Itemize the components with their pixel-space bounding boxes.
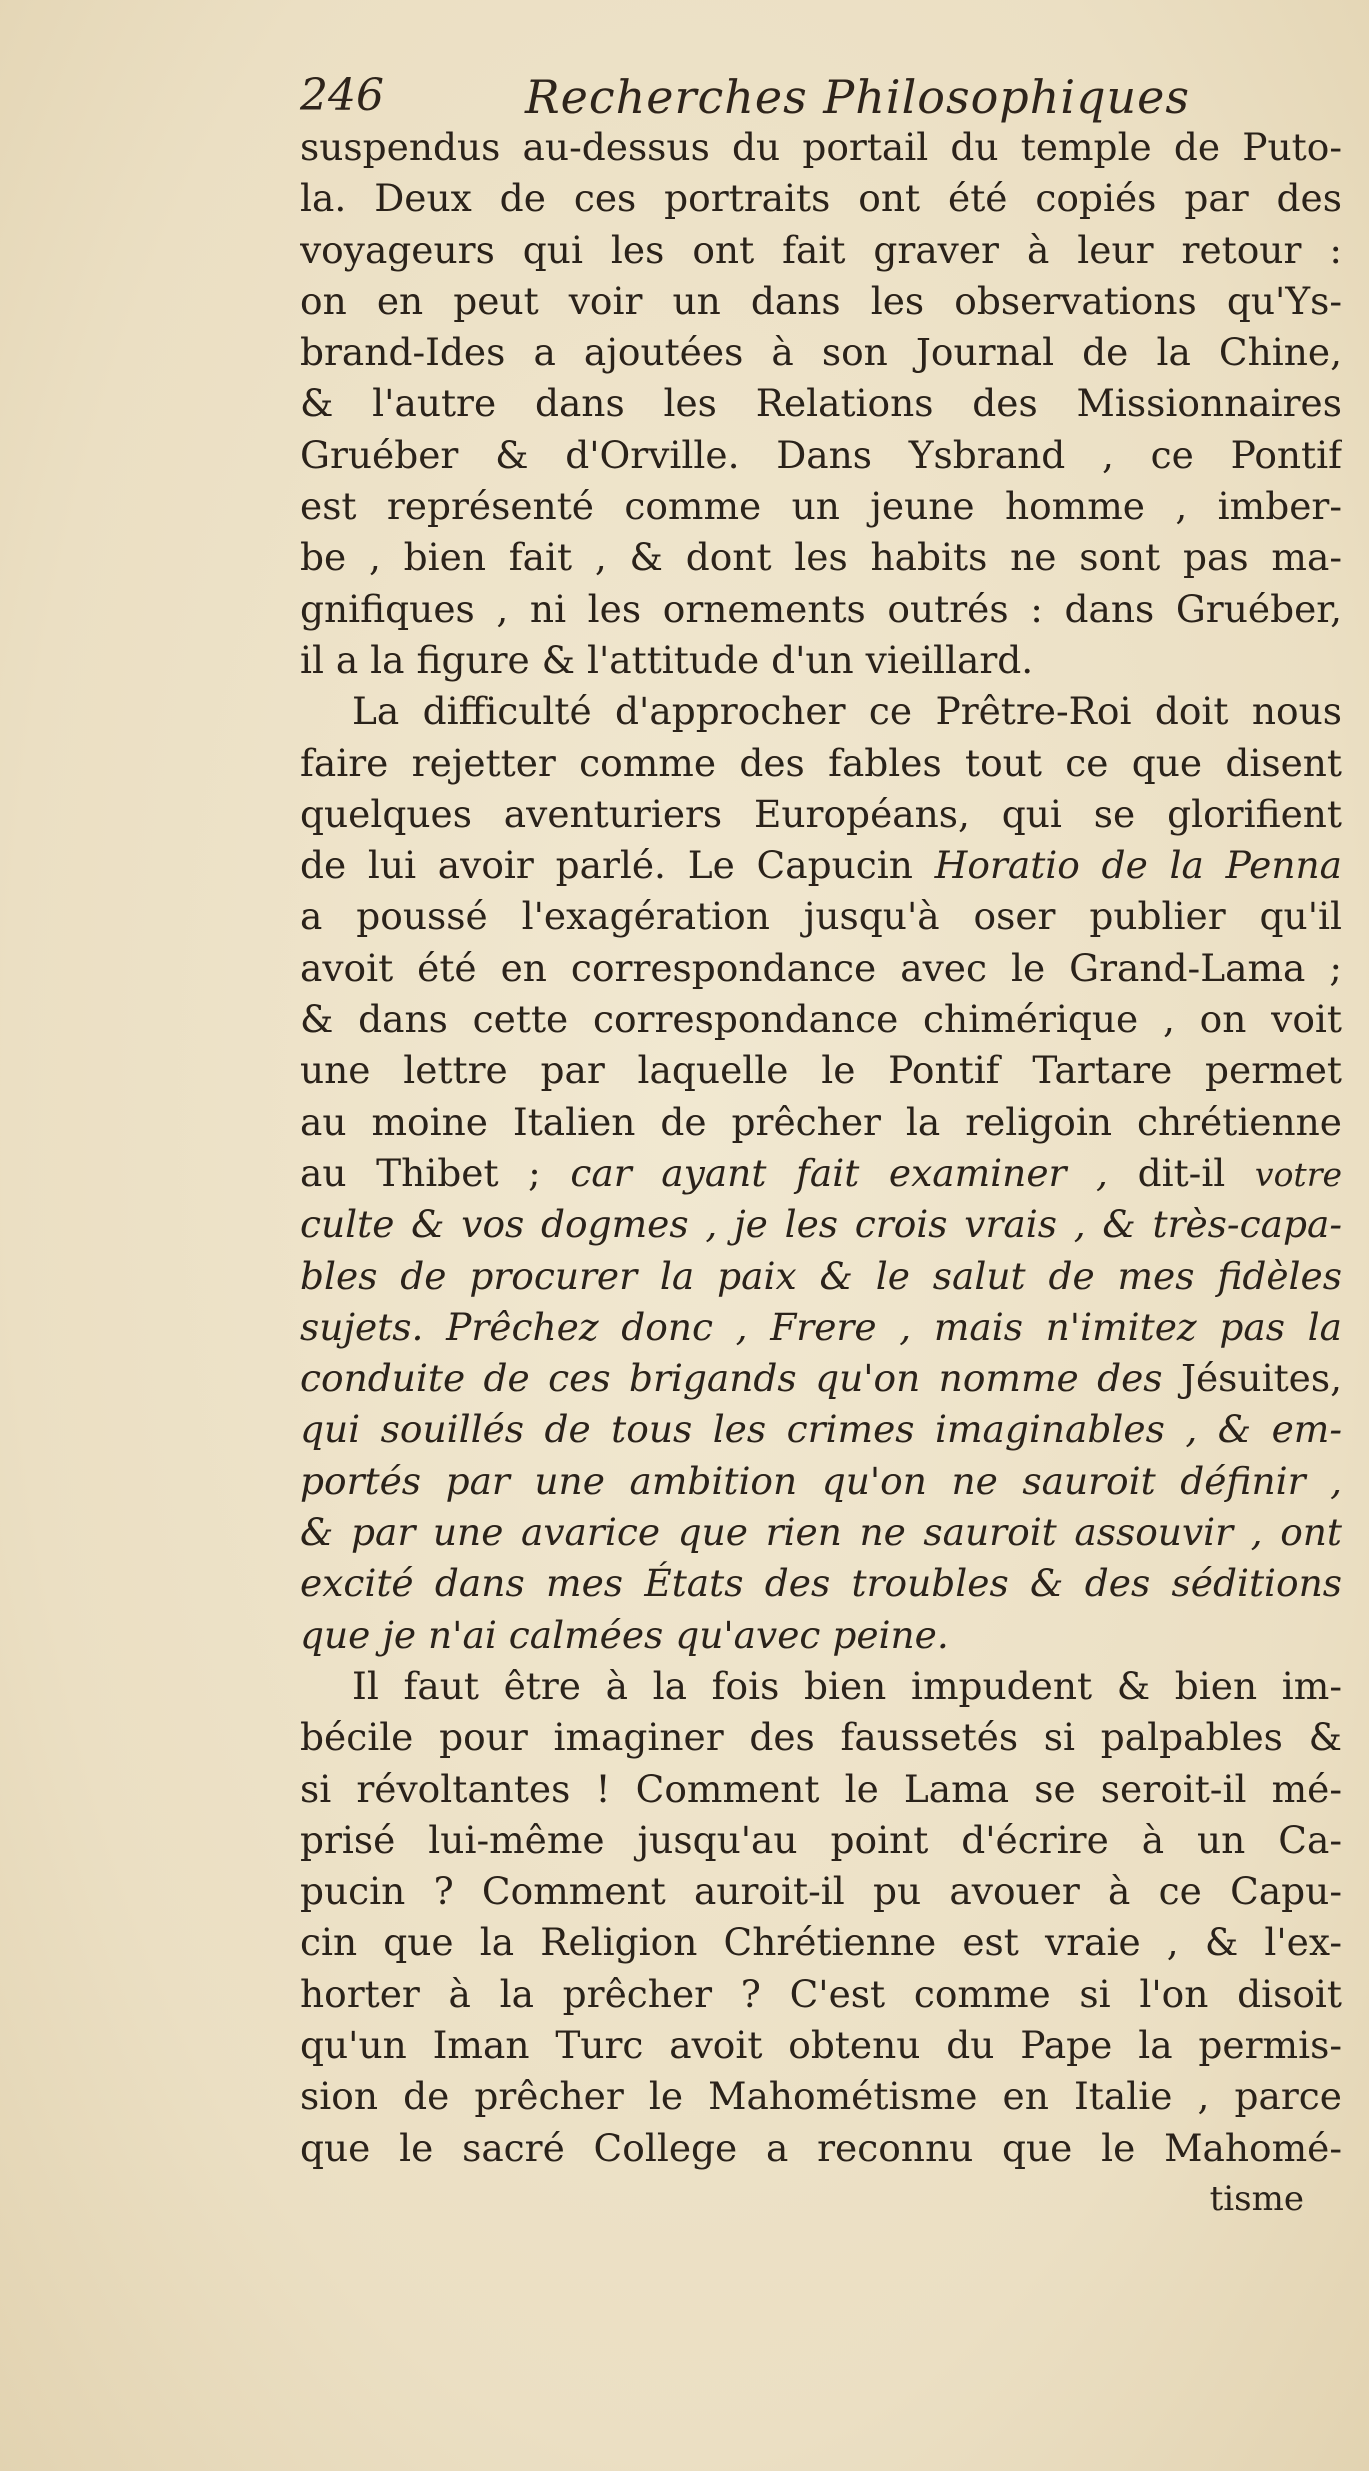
text-line — [300, 1199, 1342, 1250]
jesuites-word: Jésuites, — [1180, 1356, 1342, 1401]
text-line: sion de prêcher le Mahométisme en Italie , parce — [300, 2074, 1342, 2119]
text-line — [300, 1507, 1342, 1558]
line-text: de lui avoir parlé. Le Capucin — [300, 843, 935, 888]
text-line — [300, 1302, 1342, 1353]
quote-open: car ayant fait examiner , — [570, 1150, 1108, 1195]
quote-votre: votre — [1254, 1154, 1342, 1194]
quote-line: qui souillés de tous les crimes imaginables , & em- — [300, 1407, 1342, 1452]
body-text — [300, 122, 1342, 2225]
quote-line: sujets. Prêchez donc , Frere , mais n'imitez pas la — [300, 1304, 1342, 1349]
quote-line: culte & vos dogmes , je les crois vrais , & très-capa- — [300, 1202, 1342, 1247]
text-line: & dans cette correspondance chimérique , on voit — [300, 997, 1342, 1042]
text-line: pucin ? Comment auroit-il pu avouer à ce Capu- — [300, 1869, 1342, 1914]
quote-line: que je n'ai calmées qu'avec peine. — [300, 1612, 949, 1657]
text-line: au moine Italien de prêcher la religoin chrétienne — [300, 1099, 1342, 1144]
text-line: on en peut voir un dans les observations qu'Ys- — [300, 278, 1342, 323]
quote-line: excité dans mes États des troubles & des séditions — [300, 1561, 1342, 1606]
text-line: gnifiques , ni les ornements outrés : dans Gruéber, — [300, 586, 1342, 631]
text-line: Gruéber & d'Orville. Dans Ysbrand , ce Pontif — [300, 432, 1342, 477]
text-line — [300, 1610, 1342, 1661]
text-line: la. Deux de ces portraits ont été copiés par des — [300, 176, 1342, 221]
page-number: 246 — [300, 70, 384, 121]
text-line: horter à la prêcher ? C'est comme si l'on disoit — [300, 1971, 1342, 2016]
text-line: be , bien fait , & dont les habits ne sont pas ma- — [300, 535, 1342, 580]
quote-line: portés par une ambition qu'on ne sauroit définir , — [300, 1458, 1342, 1503]
text-line: voyageurs qui les ont fait graver à leur retour : — [300, 227, 1342, 272]
text-line: que le sacré College a reconnu que le Mahomé- — [300, 2125, 1342, 2170]
quote-line: bles de procurer la paix & le salut de mes fidèles — [300, 1253, 1342, 1298]
text-line: qu'un Iman Turc avoit obtenu du Pape la permis- — [300, 2022, 1342, 2067]
text-line: il a la figure & l'attitude d'un vieillard. — [300, 637, 1034, 682]
text-line: suspendus au-dessus du portail du temple de Puto- — [300, 125, 1342, 169]
text-line: brand-Ides a ajoutées à son Journal de la Chine, — [300, 330, 1342, 375]
text-line: cin que la Religion Chrétienne est vraie , & l'ex- — [300, 1920, 1342, 1965]
text-line — [300, 1353, 1342, 1404]
capucin-name: Horatio de la Penna — [934, 843, 1342, 888]
dit-il: dit-il — [1107, 1150, 1255, 1195]
text-line: a poussé l'exagération jusqu'à oser publier qu'il — [300, 894, 1342, 939]
text-line: faire rejetter comme des fables tout ce que disent — [300, 740, 1342, 785]
text-line — [300, 1558, 1342, 1609]
line-text: au Thibet ; — [300, 1150, 571, 1195]
text-line — [300, 1404, 1342, 1455]
text-line — [300, 840, 1342, 891]
text-line: & l'autre dans les Relations des Missionnaires — [300, 381, 1342, 426]
catchword: tisme — [1209, 2178, 1304, 2219]
quote-line: conduite de ces brigands qu'on nomme des — [300, 1356, 1181, 1401]
text-line — [300, 1148, 1342, 1199]
text-line: bécile pour imaginer des faussetés si palpables & — [300, 1715, 1342, 1760]
text-line — [300, 1456, 1342, 1507]
text-line: prisé lui-même jusqu'au point d'écrire à un Ca- — [300, 1817, 1342, 1862]
text-line: Il faut être à la fois bien impudent & bien im- — [352, 1663, 1342, 1708]
running-title: Recherches Philosophiques — [525, 70, 1190, 124]
text-line: si révoltantes ! Comment le Lama se seroit-il mé- — [300, 1766, 1342, 1811]
text-line: est représenté comme un jeune homme , imber- — [300, 484, 1342, 529]
text-line: avoit été en correspondance avec le Grand-Lama ; — [300, 945, 1342, 990]
text-line: La difficulté d'approcher ce Prêtre-Roi doit nous — [352, 689, 1342, 734]
text-line — [300, 1251, 1342, 1302]
quote-line: & par une avarice que rien ne sauroit assouvir , ont — [300, 1510, 1342, 1555]
text-line: une lettre par laquelle le Pontif Tartare permet — [300, 1048, 1342, 1093]
text-line: quelques aventuriers Européans, qui se glorifient — [300, 791, 1342, 836]
